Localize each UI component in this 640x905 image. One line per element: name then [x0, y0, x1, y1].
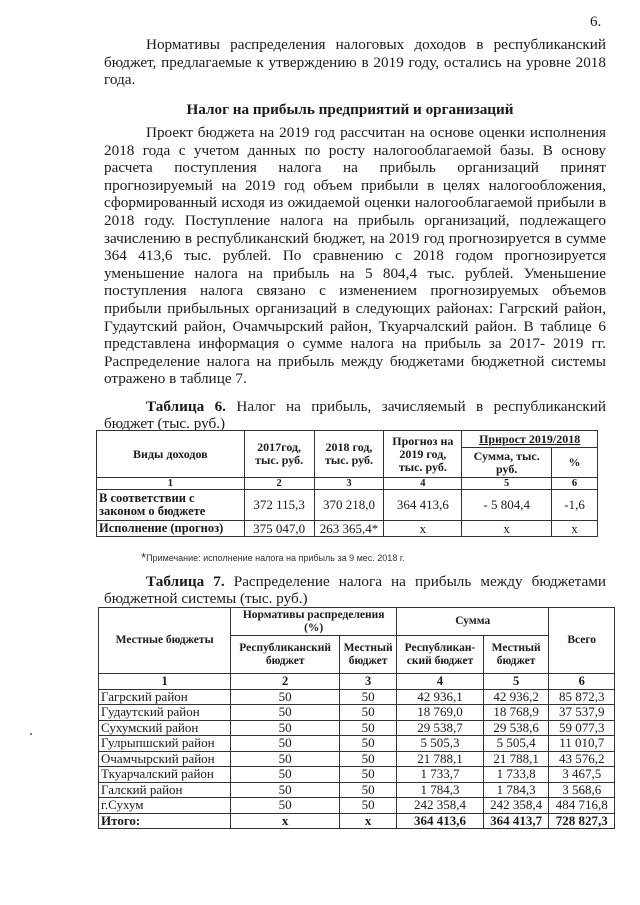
t7-header-sum-local: Местный бюджет — [483, 636, 549, 674]
cell: 1 784,3 — [397, 782, 484, 798]
table6-caption — [104, 398, 606, 432]
table-row — [99, 736, 615, 752]
cell: 50 — [231, 736, 340, 752]
cell: 50 — [340, 767, 397, 783]
table-row — [99, 689, 615, 705]
cell: 21 788,1 — [397, 751, 484, 767]
cell: 728 827,3 — [549, 813, 615, 829]
table-row — [99, 705, 615, 721]
cell: 50 — [340, 798, 397, 814]
col-number: 5 — [462, 478, 552, 490]
table-row — [99, 751, 615, 767]
footnote-text: Примечание: исполнение налога на прибыль за 9 мес. 2018 г. — [146, 553, 405, 563]
cell: 1 784,3 — [483, 782, 549, 798]
col-number: 5 — [483, 674, 549, 690]
cell: 42 936,2 — [483, 689, 549, 705]
col-number: 1 — [97, 478, 245, 490]
cell: 18 769,0 — [397, 705, 484, 721]
t6-header-percent: % — [552, 448, 598, 478]
cell: x — [552, 521, 598, 537]
table-row — [99, 767, 615, 783]
table-row — [99, 798, 615, 814]
cell: x — [340, 813, 397, 829]
col-number: 6 — [549, 674, 615, 690]
table6-caption-text: Налог на прибыль, зачисляемый в республиканский бюджет (тыс. руб.) — [104, 398, 606, 432]
t6-header-income-type: Виды доходов — [97, 431, 245, 478]
cell: 372 115,3 — [244, 490, 314, 521]
table7-caption — [104, 573, 606, 607]
row-label: В соответствии с законом о бюджете — [97, 490, 245, 521]
cell: 242 358,4 — [397, 798, 484, 814]
t7-header-local-budgets: Местные бюджеты — [99, 608, 231, 674]
cell: 50 — [340, 736, 397, 752]
row-label: Ткуарчалский район — [99, 767, 231, 783]
cell: 50 — [340, 689, 397, 705]
cell: 1 733,7 — [397, 767, 484, 783]
col-number: 4 — [397, 674, 484, 690]
cell: 43 576,2 — [549, 751, 615, 767]
footnote-marker: * — [141, 550, 147, 565]
cell: 11 010,7 — [549, 736, 615, 752]
cell: x — [462, 521, 552, 537]
body-paragraph: Проект бюджета на 2019 год рассчитан на основе оценки исполнения 2018 года с учетом данных по росту налогооблагаемой базы. В основу расчета поступления налога на прибыль организаций принят прогнозируемый на 2019 год объем прибыли в целях налогообложения, сформированный исходя из ожидаемой оценки налогооблагаемой прибыли в 2018 году. Поступление налога на прибыль организаций, подлежащего зачислению в республиканский бюджет, на 2019 год прогнозируется в сумме 364 413,6 тыс. рублей. По сравнению с 2018 годом прогнозируется уменьшение налога на прибыль на 5 804,4 тыс. рублей. Уменьшение поступления налога связано с изменением прогнозируемых объемов прибыли прибыльных организаций в следующих районах: Гагрский район, Гудаутский район, Очамчырский район, Ткуарчалский район. В таблице 6 представлена информация о сумме налога на прибыль за 2017- 2019 гг. Распределение налога на прибыль между бюджетами бюджетной системы отражено в таблице 7. — [104, 124, 606, 388]
t7-header-total: Всего — [549, 608, 615, 674]
total-label: Итого: — [99, 813, 231, 829]
cell: 37 537,9 — [549, 705, 615, 721]
table-7 — [98, 607, 615, 829]
cell: 50 — [231, 767, 340, 783]
t7-header-norms-group: Нормативы распределения (%) — [231, 608, 397, 636]
cell: 50 — [231, 689, 340, 705]
table-total-row — [99, 813, 615, 829]
t6-column-numbers — [97, 478, 598, 490]
table-row — [97, 521, 598, 537]
page-number: 6. — [590, 14, 602, 30]
t6-header-sum: Сумма, тыс. руб. — [462, 448, 552, 478]
cell: 50 — [231, 782, 340, 798]
row-label: Очамчырский район — [99, 751, 231, 767]
t7-header-sum-group: Сумма — [397, 608, 549, 636]
cell: 50 — [231, 751, 340, 767]
col-number: 4 — [384, 478, 462, 490]
intro-paragraph: Нормативы распределения налоговых доходов в республиканский бюджет, предлагаемые к утверждению в 2019 году, остались на уровне 2018 года. — [104, 36, 606, 89]
cell: 21 788,1 — [483, 751, 549, 767]
cell: 364 413,6 — [397, 813, 484, 829]
row-label: Гагрский район — [99, 689, 231, 705]
row-label: г.Сухум — [99, 798, 231, 814]
t7-header-norm-local: Местный бюджет — [340, 636, 397, 674]
table-6 — [96, 430, 598, 537]
row-label: Гудаутский район — [99, 705, 231, 721]
cell: x — [384, 521, 462, 537]
cell: 50 — [340, 720, 397, 736]
t6-header-growth-group: Прирост 2019/2018 — [462, 431, 598, 448]
col-number: 3 — [340, 674, 397, 690]
row-label: Сухумский район — [99, 720, 231, 736]
cell: 3 568,6 — [549, 782, 615, 798]
t7-header-sum-republican: Республикан-ский бюджет — [397, 636, 484, 674]
row-label: Исполнение (прогноз) — [97, 521, 245, 537]
row-label: Галский район — [99, 782, 231, 798]
cell: 29 538,6 — [483, 720, 549, 736]
cell: x — [231, 813, 340, 829]
cell: 85 872,3 — [549, 689, 615, 705]
section-heading: Налог на прибыль предприятий и организаций — [186, 101, 514, 118]
cell: 5 505,4 — [483, 736, 549, 752]
t6-header-2017: 2017год, тыс. руб. — [244, 431, 314, 478]
col-number: 2 — [231, 674, 340, 690]
table-row — [99, 782, 615, 798]
col-number: 2 — [244, 478, 314, 490]
cell: 484 716,8 — [549, 798, 615, 814]
cell: 50 — [340, 782, 397, 798]
cell: 5 505,3 — [397, 736, 484, 752]
cell: 364 413,6 — [384, 490, 462, 521]
table6-footnote — [141, 550, 405, 565]
cell: 364 413,7 — [483, 813, 549, 829]
cell: 42 936,1 — [397, 689, 484, 705]
col-number: 3 — [314, 478, 384, 490]
t6-header-forecast-2019: Прогноз на 2019 год, тыс. руб. — [384, 431, 462, 478]
table-row — [99, 720, 615, 736]
cell: 50 — [340, 705, 397, 721]
scan-speck — [30, 733, 32, 735]
t7-header-norm-republican: Республиканский бюджет — [231, 636, 340, 674]
table-row — [97, 490, 598, 521]
col-number: 6 — [552, 478, 598, 490]
cell: - 5 804,4 — [462, 490, 552, 521]
row-label: Гулрыпшский район — [99, 736, 231, 752]
col-number: 1 — [99, 674, 231, 690]
cell: 370 218,0 — [314, 490, 384, 521]
cell: 59 077,3 — [549, 720, 615, 736]
cell: 375 047,0 — [244, 521, 314, 537]
table6-caption-label: Таблица 6. — [146, 398, 226, 415]
cell: -1,6 — [552, 490, 598, 521]
cell: 3 467,5 — [549, 767, 615, 783]
table7-caption-label: Таблица 7. — [146, 573, 225, 590]
cell: 263 365,4* — [314, 521, 384, 537]
t7-column-numbers — [99, 674, 615, 690]
cell: 50 — [231, 798, 340, 814]
cell: 29 538,7 — [397, 720, 484, 736]
cell: 50 — [231, 720, 340, 736]
cell: 18 768,9 — [483, 705, 549, 721]
cell: 1 733,8 — [483, 767, 549, 783]
cell: 50 — [340, 751, 397, 767]
cell: 242 358,4 — [483, 798, 549, 814]
table7-caption-text: Распределение налога на прибыль между бюджетами бюджетной системы (тыс. руб.) — [104, 573, 606, 607]
t6-header-2018: 2018 год, тыс. руб. — [314, 431, 384, 478]
cell: 50 — [231, 705, 340, 721]
